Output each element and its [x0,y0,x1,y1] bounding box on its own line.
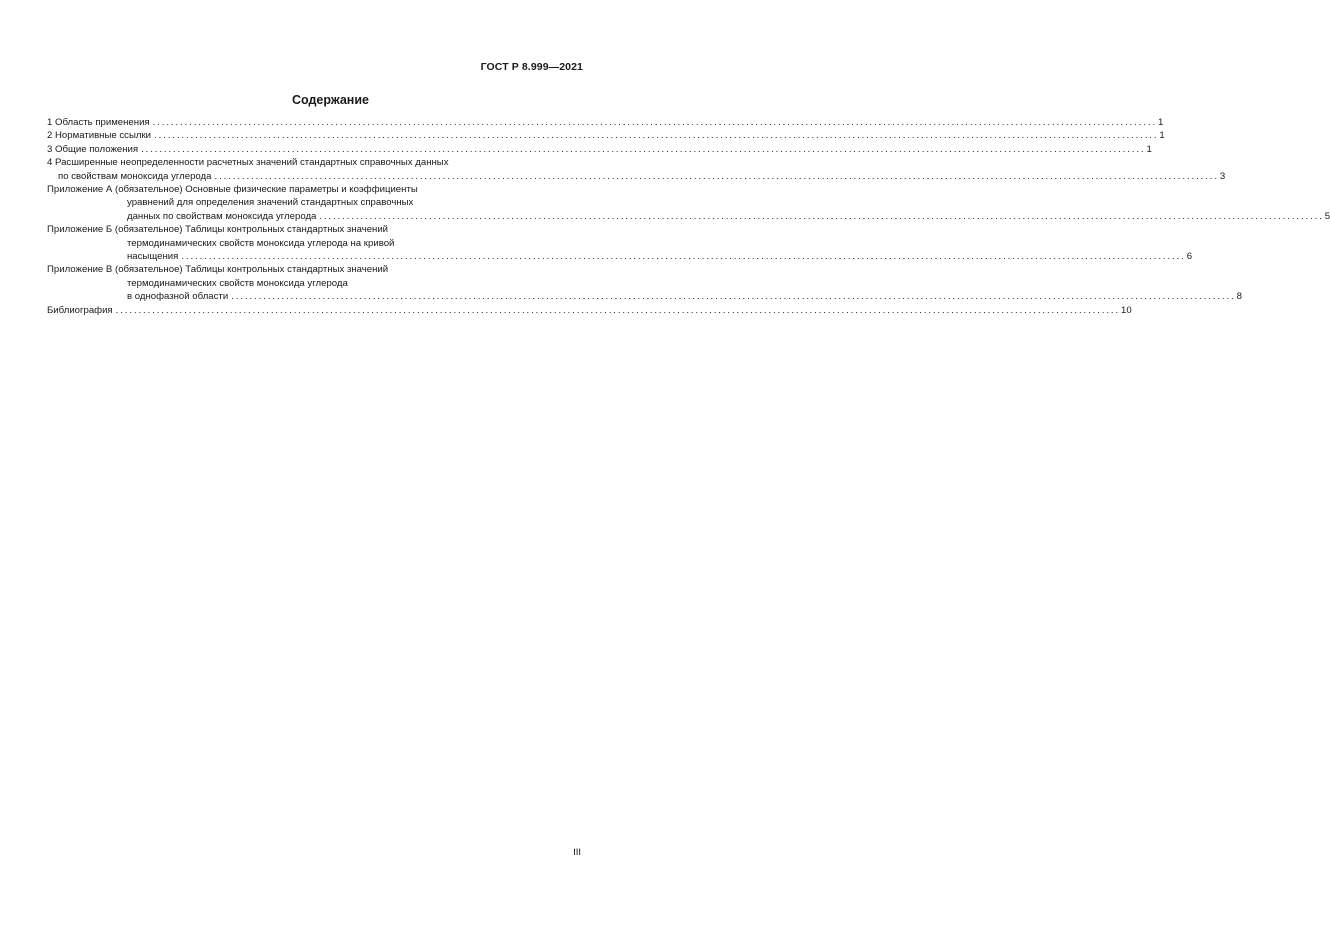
toc-leader-dots: ............................................................................................................................................................................................................................ [319,210,1324,222]
toc-page-number: 5 [1324,210,1330,222]
toc-page-number: 10 [1121,304,1132,316]
toc-leader-dots: ............................................................................................................................................................................................................................ [231,291,1236,303]
toc-page-number: 6 [1186,251,1193,263]
page-number: III [573,847,581,858]
toc-entry-text: насыщения [127,251,179,263]
toc-entry-text: уравнений для определения значений стандартных справочных [127,197,414,209]
toc-title: Содержание [291,93,369,107]
toc-entry-text: по свойствам моноксида углерода [58,170,212,182]
toc-entry-appendix-b[interactable] [47,223,1193,263]
toc-entry-text: термодинамических свойств моноксида углерода [127,277,348,289]
toc-entry-text: данных по свойствам моноксида углерода [127,210,317,222]
toc-leader-dots: ............................................................................................................................................................................................................................ [154,130,1159,142]
toc-page-number: 3 [1219,170,1226,182]
toc-leader-dots: ............................................................................................................................................................................................................................ [115,304,1121,316]
toc-entry-text: 4 Расширенные неопределенности расчетных значений стандартных справочных данных [47,157,449,169]
toc-entry-text: Приложение В (обязательное) Таблицы контрольных стандартных значений [47,264,389,276]
toc-entry-general-provisions[interactable] [47,143,1152,156]
toc-entry-bibliography[interactable] [47,304,1132,317]
toc-entry-text: 2 Нормативные ссылки [47,130,152,142]
toc-page-number: 1 [1159,130,1165,142]
toc-leader-dots: ............................................................................................................................................................................................................................ [141,143,1146,155]
document-code: ГОСТ Р 8.999—2021 [480,61,583,73]
toc-entry-scope[interactable] [47,116,1164,129]
toc-entry-text: Приложение А (обязательное) Основные физические параметры и коэффициенты [47,184,418,196]
toc-entry-appendix-a[interactable] [47,183,1330,223]
toc-entry-text: Приложение Б (обязательное) Таблицы контрольных стандартных значений [47,224,389,236]
toc-page-number: 8 [1236,291,1242,303]
toc-entry-text: 3 Общие положения [47,143,139,155]
toc-entry-text: в однофазной области [127,291,229,303]
toc-leader-dots: ............................................................................................................................................................................................................................ [214,170,1219,182]
toc-entry-text: Библиография [47,304,113,316]
table-of-contents [47,116,1330,317]
toc-leader-dots: ............................................................................................................................................................................................................................ [152,117,1158,128]
toc-entry-text: 1 Область применения [47,117,150,128]
toc-page-number: 1 [1158,117,1164,128]
toc-entry-text: термодинамических свойств моноксида углерода на кривой [127,237,395,249]
toc-entry-uncertainties[interactable] [47,156,1226,183]
toc-entry-normative-references[interactable] [47,129,1165,142]
toc-entry-appendix-v[interactable] [47,263,1242,303]
toc-page-number: 1 [1146,143,1152,155]
toc-leader-dots: ............................................................................................................................................................................................................................ [181,251,1186,263]
